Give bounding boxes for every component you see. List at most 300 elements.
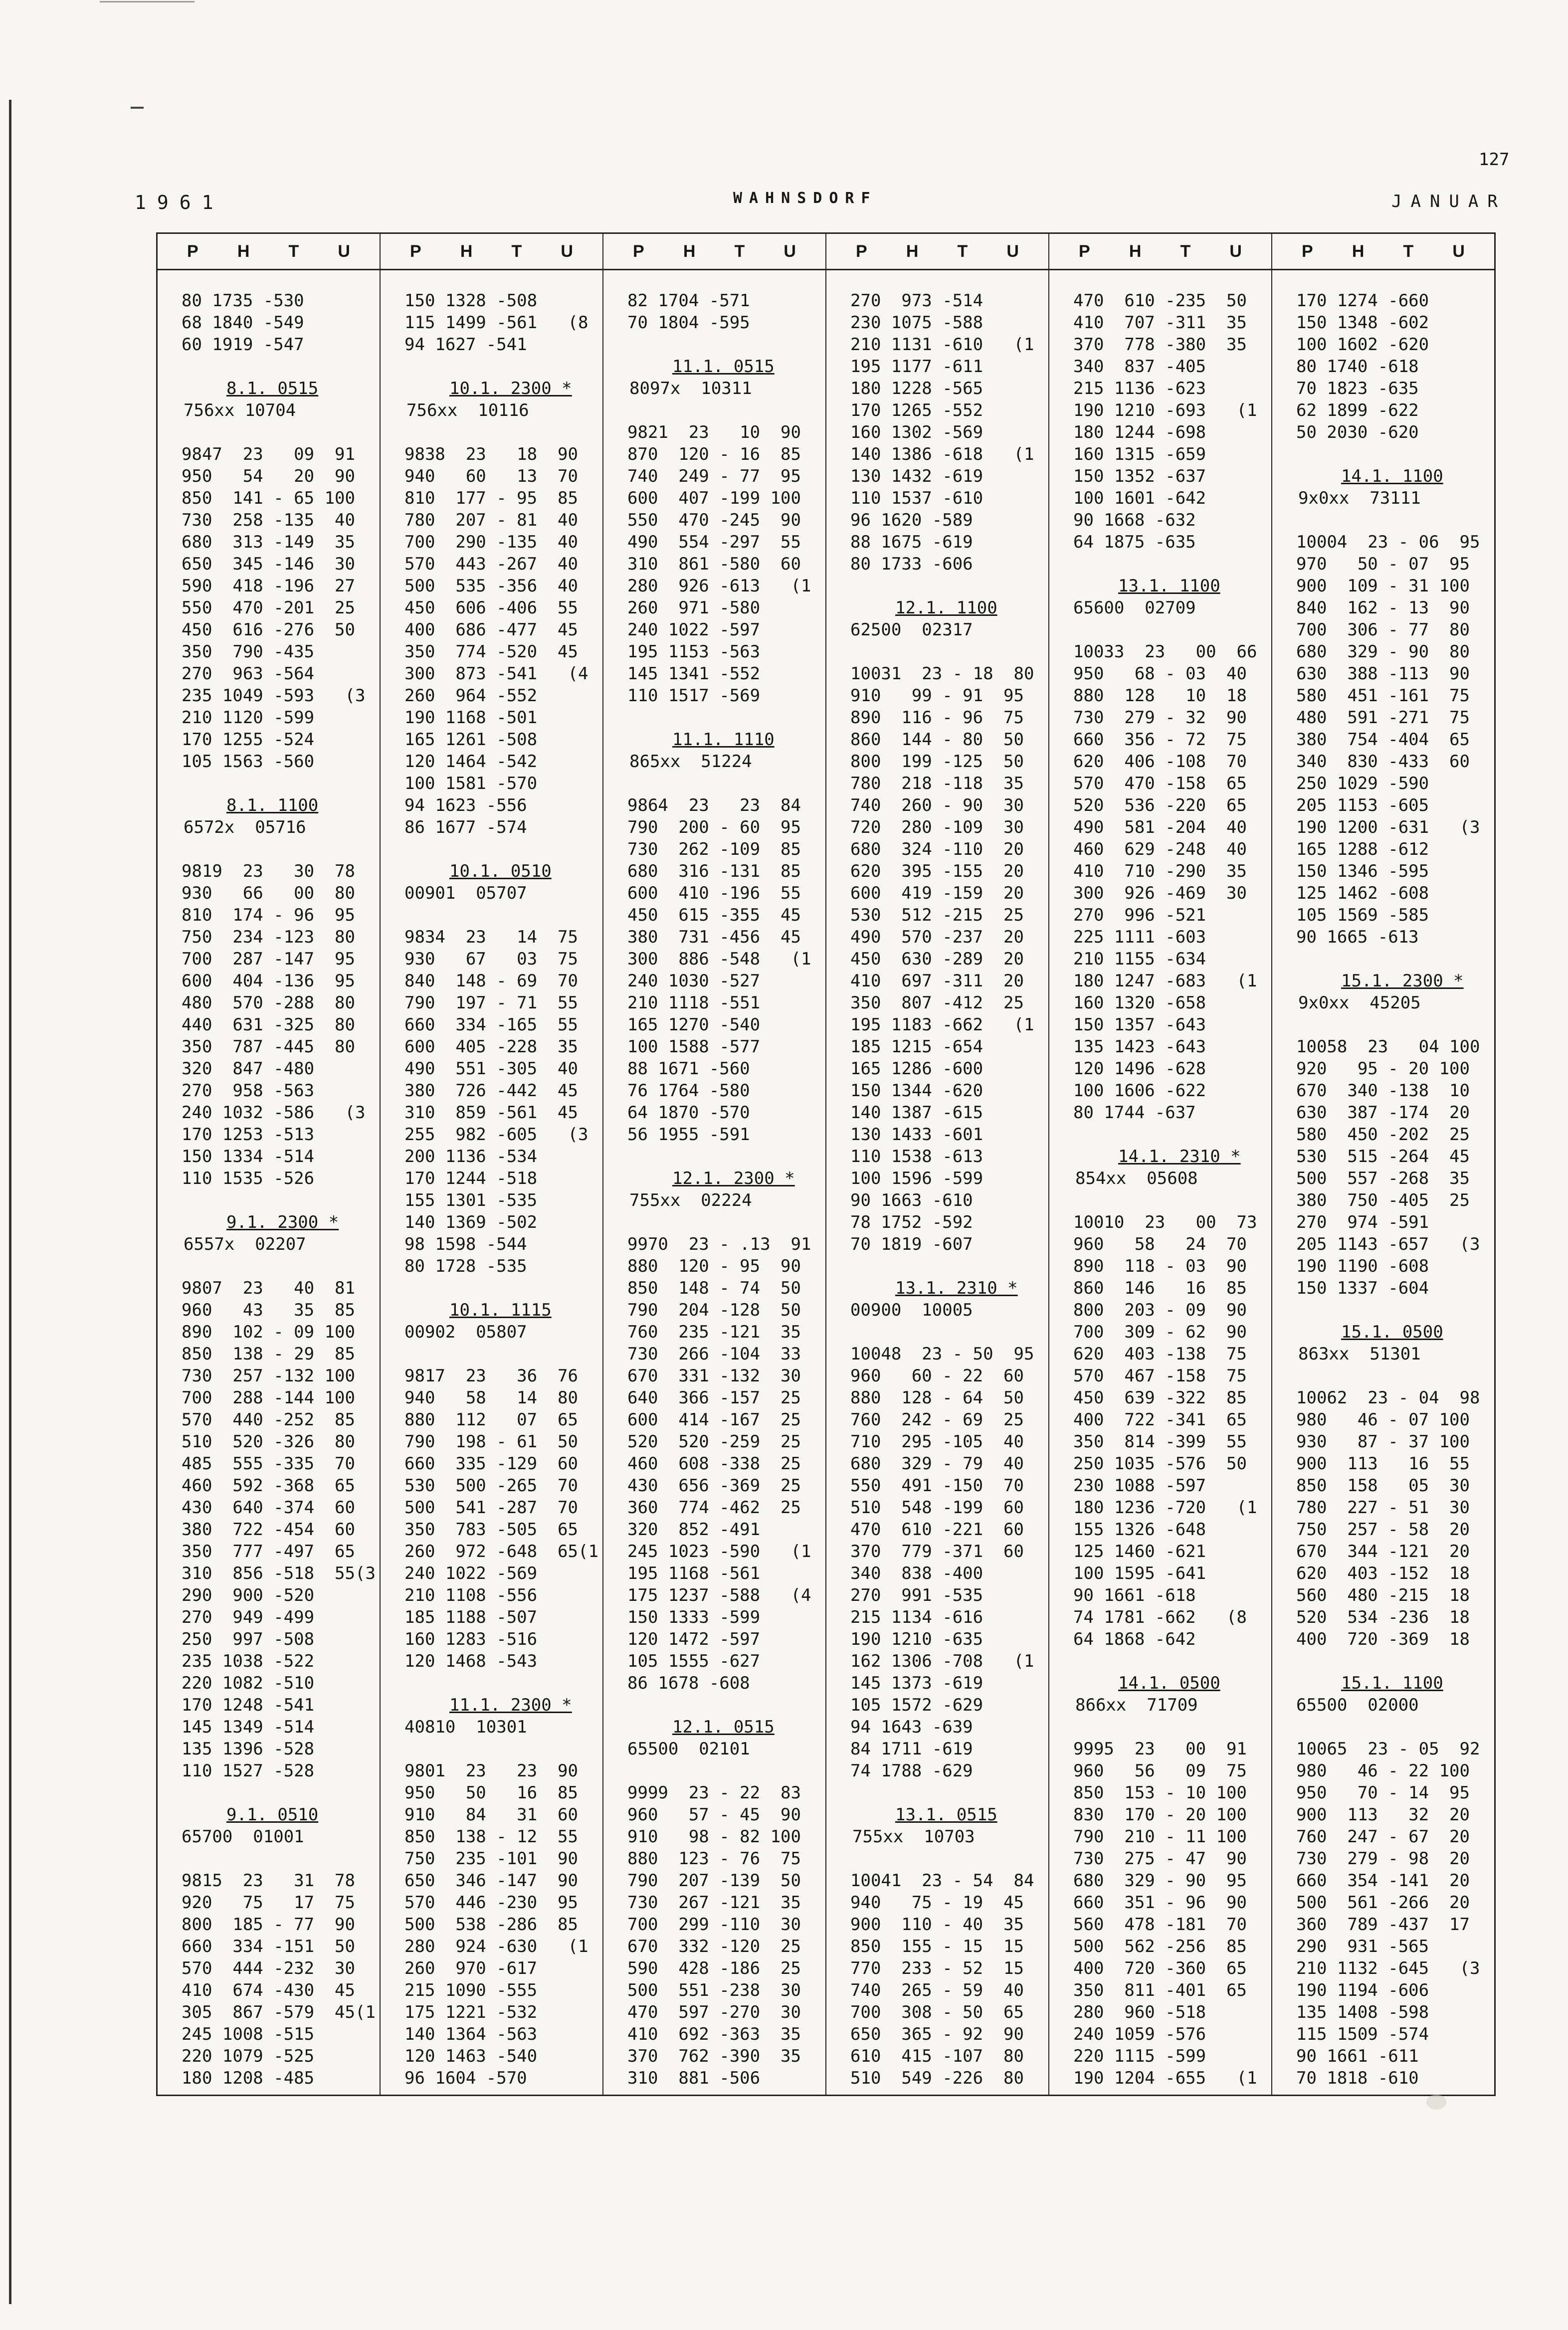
data-row: 9815 23 31 78 xyxy=(182,1871,355,1891)
data-row: 10048 23 - 50 95 xyxy=(850,1344,1034,1364)
data-row: 530 512 -215 25 xyxy=(850,905,1024,925)
data-row: 180 1228 -565 xyxy=(850,379,983,398)
data-row: 720 280 -109 30 xyxy=(850,817,1024,837)
data-row: 440 631 -325 80 xyxy=(182,1015,355,1035)
data-row: 230 1088 -597 xyxy=(1073,1476,1206,1496)
data-row: 170 1274 -660 xyxy=(1296,291,1429,311)
data-row: 205 1143 -657 (3 xyxy=(1296,1234,1480,1254)
data-row: 680 316 -131 85 xyxy=(627,861,801,881)
data-row: 700 287 -147 95 xyxy=(182,949,355,969)
data-row: 410 674 -430 45 xyxy=(182,1980,355,2000)
spacer xyxy=(1073,1650,1271,1672)
table-column-3 xyxy=(603,234,826,2095)
spacer xyxy=(1296,1014,1494,1036)
data-row: 160 1315 -659 xyxy=(1073,444,1206,464)
data-row: 890 116 - 96 75 xyxy=(850,708,1024,728)
data-row: 245 1008 -515 xyxy=(182,2024,315,2044)
data-row: 82 1704 -571 xyxy=(627,291,750,311)
spacer xyxy=(627,399,825,421)
header-u: U xyxy=(338,241,350,261)
data-row: 250 997 -508 xyxy=(182,1629,315,1649)
data-row: 700 306 - 77 80 xyxy=(1296,620,1470,640)
data-row: 490 581 -204 40 xyxy=(1073,817,1247,837)
data-row: 135 1423 -643 xyxy=(1073,1037,1206,1057)
data-row: 96 1620 -589 xyxy=(850,510,973,530)
data-row: 760 247 - 67 20 xyxy=(1296,1827,1470,1847)
data-row: 115 1499 -561 (8 xyxy=(404,313,588,333)
data-row: 620 395 -155 20 xyxy=(850,861,1024,881)
data-row: 490 551 -305 40 xyxy=(404,1059,578,1079)
sounding-date-time: 15.1. 0500 xyxy=(1341,1322,1443,1342)
data-row: 850 138 - 29 85 xyxy=(182,1344,355,1364)
data-row: 230 1075 -588 xyxy=(850,313,983,333)
data-row: 500 551 -238 30 xyxy=(627,1980,801,2000)
sounding-code: 866xx 71709 xyxy=(1075,1695,1198,1715)
data-row: 9995 23 00 91 xyxy=(1073,1739,1247,1759)
data-row: 620 403 -138 75 xyxy=(1073,1344,1247,1364)
header-u: U xyxy=(1006,241,1019,261)
sounding-date-time: 14.1. 2310 * xyxy=(1118,1147,1241,1166)
data-row: 570 444 -232 30 xyxy=(182,1958,355,1978)
table-column-5 xyxy=(1049,234,1272,2095)
data-row: 105 1569 -585 xyxy=(1296,905,1429,925)
column-header xyxy=(826,234,1048,270)
spacer xyxy=(627,334,825,356)
sounding-date-time: 9.1. 0510 xyxy=(226,1805,319,1825)
data-row: 470 597 -270 30 xyxy=(627,2002,801,2022)
data-row: 800 203 - 09 90 xyxy=(1073,1300,1247,1320)
sounding-date-time: 13.1. 0515 xyxy=(895,1805,997,1825)
data-row: 165 1270 -540 xyxy=(627,1015,761,1035)
data-row: 580 450 -202 25 xyxy=(1296,1125,1470,1145)
data-row: 170 1253 -513 xyxy=(182,1125,315,1145)
sounding-date-time: 9.1. 2300 * xyxy=(226,1212,339,1232)
column-body xyxy=(381,290,602,2095)
data-row: 700 309 - 62 90 xyxy=(1073,1322,1247,1342)
data-row: 610 415 -107 80 xyxy=(850,2046,1024,2066)
data-row: 10058 23 04 100 xyxy=(1296,1037,1480,1057)
data-row: 9847 23 09 91 xyxy=(182,444,355,464)
data-row: 180 1236 -720 (1 xyxy=(1073,1498,1257,1518)
data-row: 840 148 - 69 70 xyxy=(404,971,578,991)
data-row: 00902 05807 xyxy=(404,1322,527,1342)
data-row: 98 1598 -544 xyxy=(404,1234,527,1254)
data-row: 910 98 - 82 100 xyxy=(627,1827,801,1847)
data-row: 9864 23 23 84 xyxy=(627,795,801,815)
sounding-date-time: 13.1. 1100 xyxy=(1118,576,1220,596)
data-row: 730 267 -121 35 xyxy=(627,1893,801,1913)
data-row: 215 1136 -623 xyxy=(1073,379,1206,398)
data-row: 165 1286 -600 xyxy=(850,1059,983,1079)
data-row: 50 2030 -620 xyxy=(1296,422,1419,442)
data-row: 90 1661 -611 xyxy=(1296,2046,1419,2066)
data-row: 730 279 - 98 20 xyxy=(1296,1849,1470,1869)
sounding-date-time: 14.1. 0500 xyxy=(1118,1673,1220,1693)
data-row: 400 720 -369 18 xyxy=(1296,1629,1470,1649)
data-row: 180 1244 -698 xyxy=(1073,422,1206,442)
spacer xyxy=(1296,948,1494,970)
sounding-date-time: 11.1. 2300 * xyxy=(449,1695,572,1715)
spacer xyxy=(404,356,602,378)
data-row: 110 1538 -613 xyxy=(850,1147,983,1166)
header-u: U xyxy=(784,241,796,261)
data-row: 960 56 09 75 xyxy=(1073,1761,1247,1781)
data-row: 94 1627 -541 xyxy=(404,335,527,355)
data-row: 480 570 -288 80 xyxy=(182,993,355,1013)
spacer xyxy=(627,707,825,729)
data-row: 170 1244 -518 xyxy=(404,1168,538,1188)
data-row: 9834 23 14 75 xyxy=(404,927,578,947)
spacer xyxy=(182,356,380,378)
data-row: 190 1210 -693 (1 xyxy=(1073,400,1257,420)
data-row: 210 1120 -599 xyxy=(182,708,315,728)
spacer xyxy=(182,1189,380,1211)
data-row: 620 403 -152 18 xyxy=(1296,1563,1470,1583)
sounding-date-time: 11.1. 0515 xyxy=(672,357,775,377)
data-row: 310 861 -580 60 xyxy=(627,554,801,574)
data-row: 100 1581 -570 xyxy=(404,774,538,793)
data-row: 350 777 -497 65 xyxy=(182,1542,355,1561)
data-row: 305 867 -579 45(1 xyxy=(182,2002,376,2022)
spacer xyxy=(1296,1365,1494,1387)
header-h: H xyxy=(460,241,473,261)
sounding-table xyxy=(156,232,1496,2096)
sounding-date-time: 15.1. 2300 * xyxy=(1341,971,1464,991)
data-row: 235 1038 -522 xyxy=(182,1651,315,1671)
data-row: 10031 23 - 18 80 xyxy=(850,664,1034,684)
data-row: 530 515 -264 45 xyxy=(1296,1147,1470,1166)
column-body xyxy=(158,290,380,2095)
data-row: 88 1675 -619 xyxy=(850,532,973,552)
data-row: 730 258 -135 40 xyxy=(182,510,355,530)
data-row: 280 926 -613 (1 xyxy=(627,576,811,596)
spacer xyxy=(404,1672,602,1694)
data-row: 270 949 -499 xyxy=(182,1607,315,1627)
data-row: 150 1357 -643 xyxy=(1073,1015,1206,1035)
data-row: 500 557 -268 35 xyxy=(1296,1168,1470,1188)
data-row: 350 783 -505 65 xyxy=(404,1520,578,1540)
data-row: 190 1168 -501 xyxy=(404,708,538,728)
data-row: 930 66 00 80 xyxy=(182,883,355,903)
data-row: 950 68 - 03 40 xyxy=(1073,664,1247,684)
data-row: 270 963 -564 xyxy=(182,664,315,684)
data-row: 900 113 32 20 xyxy=(1296,1805,1470,1825)
data-row: 350 814 -399 55 xyxy=(1073,1432,1247,1452)
data-row: 740 249 - 77 95 xyxy=(627,466,801,486)
spacer xyxy=(1073,1189,1271,1211)
data-row: 170 1255 -524 xyxy=(182,730,315,750)
data-row: 940 58 14 80 xyxy=(404,1388,578,1408)
page-number: 127 xyxy=(1479,150,1510,170)
data-row: 630 388 -113 90 xyxy=(1296,664,1470,684)
year-heading: 1961 xyxy=(135,192,224,213)
data-row: 730 262 -109 85 xyxy=(627,839,801,859)
data-row: 880 128 - 64 50 xyxy=(850,1388,1024,1408)
data-row: 190 1190 -608 xyxy=(1296,1256,1429,1276)
data-row: 680 329 - 79 40 xyxy=(850,1454,1024,1474)
data-row: 710 295 -105 40 xyxy=(850,1432,1024,1452)
data-row: 660 334 -151 50 xyxy=(182,1937,355,1956)
column-body xyxy=(1049,290,1271,2095)
sounding-code: 756xx 10704 xyxy=(184,400,296,420)
month-heading: JANUAR xyxy=(1391,192,1507,211)
data-row: 190 1194 -606 xyxy=(1296,1980,1429,2000)
data-row: 135 1396 -528 xyxy=(182,1739,315,1759)
data-row: 510 549 -226 80 xyxy=(850,2068,1024,2088)
data-row: 960 43 35 85 xyxy=(182,1300,355,1320)
data-row: 86 1678 -608 xyxy=(627,1673,750,1693)
data-row: 220 1082 -510 xyxy=(182,1673,315,1693)
data-row: 160 1320 -658 xyxy=(1073,993,1206,1013)
column-body xyxy=(826,290,1048,2095)
data-row: 280 924 -630 (1 xyxy=(404,1937,588,1956)
spacer xyxy=(1073,553,1271,575)
data-row: 88 1671 -560 xyxy=(627,1059,750,1079)
data-row: 430 656 -369 25 xyxy=(627,1476,801,1496)
scan-mark xyxy=(131,107,144,109)
data-row: 300 873 -541 (4 xyxy=(404,664,588,684)
data-row: 260 970 -617 xyxy=(404,1958,538,1978)
data-row: 120 1463 -540 xyxy=(404,2046,538,2066)
data-row: 600 410 -196 55 xyxy=(627,883,801,903)
data-row: 150 1334 -514 xyxy=(182,1147,315,1166)
data-row: 240 1032 -586 (3 xyxy=(182,1103,366,1123)
data-row: 205 1153 -605 xyxy=(1296,795,1429,815)
sounding-date-time: 10.1. 0510 xyxy=(449,861,552,881)
data-row: 235 1049 -593 (3 xyxy=(182,686,366,706)
data-row: 76 1764 -580 xyxy=(627,1081,750,1101)
data-row: 660 356 - 72 75 xyxy=(1073,730,1247,750)
data-row: 670 340 -138 10 xyxy=(1296,1081,1470,1101)
data-row: 110 1535 -526 xyxy=(182,1168,315,1188)
data-row: 84 1711 -619 xyxy=(850,1739,973,1759)
data-row: 10004 23 - 06 95 xyxy=(1296,532,1480,552)
data-row: 125 1460 -621 xyxy=(1073,1542,1206,1561)
data-row: 260 972 -648 65(1 xyxy=(404,1542,598,1561)
data-row: 620 406 -108 70 xyxy=(1073,752,1247,772)
data-row: 450 630 -289 20 xyxy=(850,949,1024,969)
data-row: 485 555 -335 70 xyxy=(182,1454,355,1474)
data-row: 740 265 - 59 40 xyxy=(850,1980,1024,2000)
header-t: T xyxy=(734,241,745,261)
data-row: 470 610 -235 50 xyxy=(1073,291,1247,311)
header-p: P xyxy=(1079,241,1090,261)
scan-mark xyxy=(100,1,195,2)
spacer xyxy=(182,1255,380,1277)
data-row: 770 233 - 52 15 xyxy=(850,1958,1024,1978)
data-row: 350 790 -435 xyxy=(182,642,315,662)
data-row: 900 113 16 55 xyxy=(1296,1454,1470,1474)
data-row: 64 1870 -570 xyxy=(627,1103,750,1123)
table-column-1 xyxy=(158,234,381,2095)
data-row: 9999 23 - 22 83 xyxy=(627,1783,801,1803)
data-row: 120 1464 -542 xyxy=(404,752,538,772)
header-t: T xyxy=(1180,241,1191,261)
data-row: 810 177 - 95 85 xyxy=(404,488,578,508)
sounding-date-time: 8.1. 0515 xyxy=(226,379,319,398)
spacer xyxy=(850,1848,1048,1870)
data-row: 590 428 -186 25 xyxy=(627,1958,801,1978)
data-row: 550 470 -245 90 xyxy=(627,510,801,530)
sounding-date-time: 12.1. 1100 xyxy=(895,598,997,618)
data-row: 460 629 -248 40 xyxy=(1073,839,1247,859)
data-row: 880 112 07 65 xyxy=(404,1410,578,1430)
data-row: 255 982 -605 (3 xyxy=(404,1125,588,1145)
data-row: 410 710 -290 35 xyxy=(1073,861,1247,881)
data-row: 90 1661 -618 xyxy=(1073,1585,1196,1605)
column-body xyxy=(603,290,825,2095)
scan-mark xyxy=(1426,2095,1446,2110)
data-row: 9838 23 18 90 xyxy=(404,444,578,464)
data-row: 74 1788 -629 xyxy=(850,1761,973,1781)
sounding-code: 755xx 10703 xyxy=(852,1827,975,1847)
data-row: 300 886 -548 (1 xyxy=(627,949,811,969)
data-row: 730 266 -104 33 xyxy=(627,1344,801,1364)
data-row: 9970 23 - .13 91 xyxy=(627,1234,811,1254)
data-row: 10062 23 - 04 98 xyxy=(1296,1388,1480,1408)
data-row: 210 1132 -645 (3 xyxy=(1296,1958,1480,1978)
data-row: 410 692 -363 35 xyxy=(627,2024,801,2044)
data-row: 930 87 - 37 100 xyxy=(1296,1432,1470,1452)
sounding-code: 755xx 02224 xyxy=(629,1190,752,1210)
data-row: 245 1023 -590 (1 xyxy=(627,1542,811,1561)
sounding-code: 6557x 02207 xyxy=(184,1234,306,1254)
data-row: 9807 23 40 81 xyxy=(182,1278,355,1298)
spacer xyxy=(627,1211,825,1233)
sounding-code: 863xx 51301 xyxy=(1298,1344,1421,1364)
data-row: 340 837 -405 xyxy=(1073,357,1206,377)
data-row: 380 722 -454 60 xyxy=(182,1520,355,1540)
spacer xyxy=(850,1321,1048,1343)
data-row: 160 1283 -516 xyxy=(404,1629,538,1649)
data-row: 780 227 - 51 30 xyxy=(1296,1498,1470,1518)
data-row: 80 1728 -535 xyxy=(404,1256,527,1276)
data-row: 185 1215 -654 xyxy=(850,1037,983,1057)
data-row: 215 1134 -616 xyxy=(850,1607,983,1627)
data-row: 960 60 - 22 60 xyxy=(850,1366,1024,1386)
data-row: 950 54 20 90 xyxy=(182,466,355,486)
data-row: 64 1868 -642 xyxy=(1073,1629,1196,1649)
data-row: 500 541 -287 70 xyxy=(404,1498,578,1518)
data-row: 10041 23 - 54 84 xyxy=(850,1871,1034,1891)
header-t: T xyxy=(288,241,299,261)
data-row: 90 1668 -632 xyxy=(1073,510,1196,530)
data-row: 910 99 - 91 95 xyxy=(850,686,1024,706)
spacer xyxy=(850,1255,1048,1277)
data-row: 240 1030 -527 xyxy=(627,971,761,991)
data-row: 195 1177 -611 xyxy=(850,357,983,377)
data-row: 70 1804 -595 xyxy=(627,313,750,333)
data-row: 350 787 -445 80 xyxy=(182,1037,355,1057)
data-row: 96 1604 -570 xyxy=(404,2068,527,2088)
header-t: T xyxy=(1403,241,1414,261)
data-row: 195 1183 -662 (1 xyxy=(850,1015,1034,1035)
data-row: 110 1527 -528 xyxy=(182,1761,315,1781)
data-row: 350 807 -412 25 xyxy=(850,993,1024,1013)
data-row: 350 774 -520 45 xyxy=(404,642,578,662)
data-row: 155 1301 -535 xyxy=(404,1190,538,1210)
spacer xyxy=(1296,1716,1494,1738)
data-row: 150 1352 -637 xyxy=(1073,466,1206,486)
data-row: 175 1237 -588 (4 xyxy=(627,1585,811,1605)
header-h: H xyxy=(906,241,919,261)
data-row: 62500 02317 xyxy=(850,620,973,640)
data-row: 140 1387 -615 xyxy=(850,1103,983,1123)
data-row: 790 204 -128 50 xyxy=(627,1300,801,1320)
data-row: 750 257 - 58 20 xyxy=(1296,1520,1470,1540)
sounding-date-time: 10.1. 1115 xyxy=(449,1300,552,1320)
data-row: 570 443 -267 40 xyxy=(404,554,578,574)
header-u: U xyxy=(1452,241,1465,261)
spacer xyxy=(182,421,380,443)
data-row: 10010 23 00 73 xyxy=(1073,1212,1257,1232)
data-row: 370 778 -380 35 xyxy=(1073,335,1247,355)
data-row: 120 1472 -597 xyxy=(627,1629,761,1649)
spacer xyxy=(404,1277,602,1299)
data-row: 500 561 -266 20 xyxy=(1296,1893,1470,1913)
data-row: 650 365 - 92 90 xyxy=(850,2024,1024,2044)
data-row: 130 1433 -601 xyxy=(850,1125,983,1145)
data-row: 140 1369 -502 xyxy=(404,1212,538,1232)
data-row: 64 1875 -635 xyxy=(1073,532,1196,552)
data-row: 860 144 - 80 50 xyxy=(850,730,1024,750)
data-row: 105 1563 -560 xyxy=(182,752,315,772)
spacer xyxy=(850,1782,1048,1804)
data-row: 840 162 - 13 90 xyxy=(1296,598,1470,618)
data-row: 900 109 - 31 100 xyxy=(1296,576,1470,596)
data-row: 310 881 -506 xyxy=(627,2068,761,2088)
spacer xyxy=(182,1848,380,1870)
data-row: 700 288 -144 100 xyxy=(182,1388,355,1408)
data-row: 730 279 - 32 90 xyxy=(1073,708,1247,728)
data-row: 500 538 -286 85 xyxy=(404,1915,578,1935)
data-row: 165 1288 -612 xyxy=(1296,839,1429,859)
table-column-6 xyxy=(1272,234,1494,2095)
data-row: 150 1328 -508 xyxy=(404,291,538,311)
header-t: T xyxy=(511,241,522,261)
data-row: 450 606 -406 55 xyxy=(404,598,578,618)
data-row: 310 856 -518 55(3 xyxy=(182,1563,376,1583)
data-row: 590 418 -196 27 xyxy=(182,576,355,596)
data-row: 270 991 -535 xyxy=(850,1585,983,1605)
header-t: T xyxy=(957,241,968,261)
data-row: 460 592 -368 65 xyxy=(182,1476,355,1496)
data-row: 660 351 - 96 90 xyxy=(1073,1893,1247,1913)
data-row: 600 407 -199 100 xyxy=(627,488,801,508)
data-row: 160 1302 -569 xyxy=(850,422,983,442)
spacer xyxy=(627,1694,825,1716)
table-column-2 xyxy=(381,234,603,2095)
data-row: 100 1596 -599 xyxy=(850,1168,983,1188)
header-p: P xyxy=(633,241,644,261)
header-p: P xyxy=(856,241,867,261)
data-row: 380 750 -405 25 xyxy=(1296,1190,1470,1210)
column-header xyxy=(1272,234,1494,270)
data-row: 730 275 - 47 90 xyxy=(1073,1849,1247,1869)
data-row: 380 754 -404 65 xyxy=(1296,730,1470,750)
data-row: 570 470 -158 65 xyxy=(1073,774,1247,793)
data-row: 370 779 -371 60 xyxy=(850,1542,1024,1561)
header-u: U xyxy=(561,241,573,261)
data-row: 110 1537 -610 xyxy=(850,488,983,508)
sounding-date-time: 10.1. 2300 * xyxy=(449,379,572,398)
header-h: H xyxy=(1352,241,1365,261)
data-row: 850 153 - 10 100 xyxy=(1073,1783,1247,1803)
spacer xyxy=(850,641,1048,663)
data-row: 790 198 - 61 50 xyxy=(404,1432,578,1452)
data-row: 86 1677 -574 xyxy=(404,817,527,837)
data-row: 70 1823 -635 xyxy=(1296,379,1419,398)
